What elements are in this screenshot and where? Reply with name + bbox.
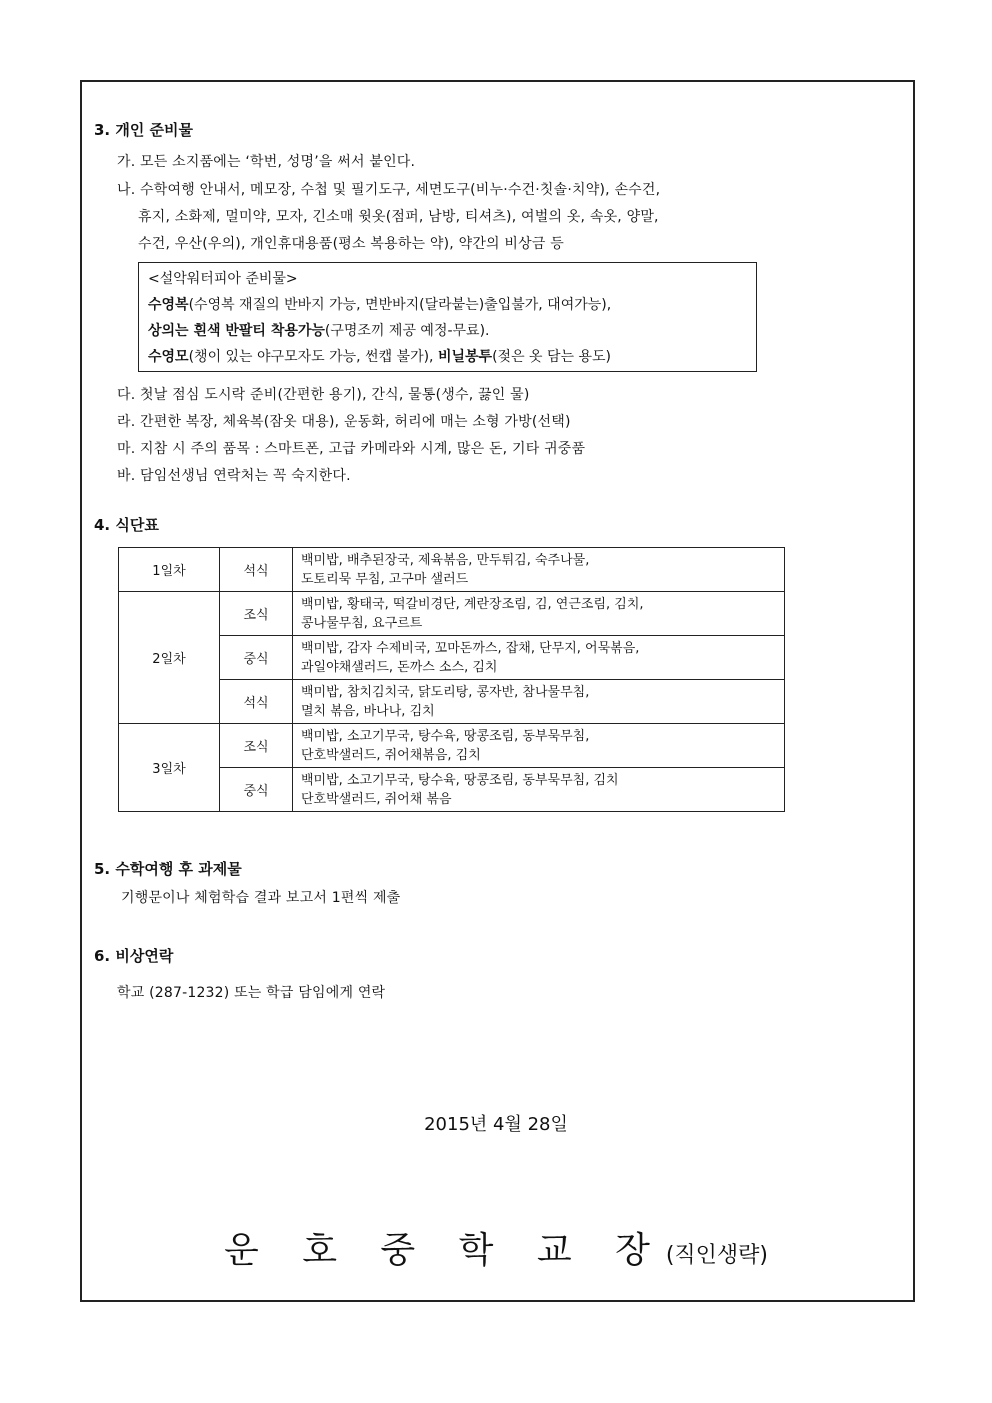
day-cell: 3일차	[119, 724, 220, 812]
swimsuit-desc: (수영복 재질의 반바지 가능, 면반바지(달라붙는)출입불가, 대여가능),	[188, 297, 612, 313]
section-5-heading: 5. 수학여행 후 과제물	[94, 860, 242, 878]
waterpia-title: <설악워터피아 준비물>	[148, 271, 298, 287]
table-row	[119, 592, 785, 636]
swim-cap-label: 수영모	[148, 349, 189, 365]
menu-line: 도토리묵 무침, 고구마 샐러드	[301, 571, 469, 587]
day-cell: 2일차	[119, 592, 220, 724]
document-date: 2015년 4월 28일	[424, 1114, 568, 1135]
meal-cell: 석식	[220, 548, 293, 592]
section-6-heading: 6. 비상연락	[94, 947, 174, 965]
menu-line: 단호박샐러드, 쥐어채 볶음	[301, 791, 452, 807]
meal-cell: 조식	[220, 724, 293, 768]
menu-line: 백미밥, 감자 수제비국, 꼬마돈까스, 잡채, 단무지, 어묵볶음,	[301, 640, 640, 656]
menu-line: 과일야채샐러드, 돈까스 소스, 김치	[301, 659, 498, 675]
meal-table	[118, 547, 785, 812]
plastic-bag-label: 비닐봉투	[437, 349, 493, 365]
table-row	[119, 724, 785, 768]
menu-line: 멸치 볶음, 바나나, 김치	[301, 703, 435, 719]
menu-line: 백미밥, 소고기무국, 탕수육, 땅콩조림, 동부묵무침, 김치	[301, 772, 619, 788]
menu-line: 백미밥, 배추된장국, 제육볶음, 만두튀김, 숙주나물,	[301, 552, 590, 568]
waterpia-line2	[148, 320, 490, 340]
top-desc: (구명조끼 제공 예정-무료).	[324, 323, 490, 339]
table-row	[119, 548, 785, 592]
section-4-heading: 4. 식단표	[94, 516, 159, 534]
item-da: 다. 첫날 점심 도시락 준비(간편한 용기), 간식, 물통(생수, 끓인 물)	[117, 387, 530, 403]
meal-cell: 중식	[220, 768, 293, 812]
item-ga: 가. 모든 소지품에는 ‘학번, 성명’을 써서 붙인다.	[117, 154, 416, 170]
item-ba: 바. 담임선생님 연락처는 꼭 숙지한다.	[117, 468, 351, 484]
section-6-text: 학교 (287-1232) 또는 학급 담임에게 연락	[117, 985, 386, 1001]
top-label: 상의는 흰색 반팔티 착용가능	[148, 323, 325, 339]
swim-cap-desc: (챙이 있는 야구모자도 가능, 썬캡 불가),	[188, 349, 438, 365]
item-na-line2: 휴지, 소화제, 멀미약, 모자, 긴소매 윗옷(점퍼, 남방, 티셔츠), 여벌의 옷, 속옷, 양말,	[138, 209, 659, 225]
meal-cell: 석식	[220, 680, 293, 724]
waterpia-box	[138, 262, 757, 372]
menu-line: 백미밥, 참치김치국, 닭도리탕, 콩자반, 참나물무침,	[301, 684, 590, 700]
item-na-line1: 나. 수학여행 안내서, 메모장, 수첩 및 필기도구, 세면도구(비누·수건·칫솔·치약), 손수건,	[117, 182, 661, 198]
waterpia-line3	[148, 346, 611, 366]
swimsuit-label: 수영복	[148, 297, 189, 313]
menu-cell	[293, 548, 785, 592]
meal-cell: 조식	[220, 592, 293, 636]
seal-note: (직인생략)	[665, 1243, 769, 1268]
menu-line: 백미밥, 황태국, 떡갈비경단, 계란장조림, 김, 연근조림, 김치,	[301, 596, 644, 612]
day-cell: 1일차	[119, 548, 220, 592]
menu-cell	[293, 636, 785, 680]
menu-cell	[293, 592, 785, 636]
menu-cell	[293, 680, 785, 724]
section-3-heading: 3. 개인 준비물	[94, 121, 194, 139]
meal-cell: 중식	[220, 636, 293, 680]
menu-line: 백미밥, 소고기무국, 탕수육, 땅콩조림, 동부묵무침,	[301, 728, 590, 744]
menu-cell	[293, 768, 785, 812]
item-na-line3: 수건, 우산(우의), 개인휴대용품(평소 복용하는 약), 약간의 비상금 등	[138, 236, 564, 252]
item-ma: 마. 지참 시 주의 품목 : 스마트폰, 고급 카메라와 시계, 많은 돈, 기타 귀중품	[117, 441, 586, 457]
section-5-text: 기행문이나 체험학습 결과 보고서 1편씩 제출	[121, 890, 401, 906]
waterpia-line1	[148, 294, 611, 314]
menu-cell	[293, 724, 785, 768]
plastic-bag-desc: (젖은 옷 담는 용도)	[492, 349, 612, 365]
principal-name: 운 호 중 학 교 장	[223, 1230, 666, 1271]
item-ra: 라. 간편한 복장, 체육복(잠옷 대용), 운동화, 허리에 매는 소형 가방(선택)	[117, 414, 571, 430]
menu-line: 콩나물무침, 요구르트	[301, 615, 423, 631]
menu-line: 단호박샐러드, 쥐어채볶음, 김치	[301, 747, 481, 763]
signature	[0, 1222, 992, 1273]
